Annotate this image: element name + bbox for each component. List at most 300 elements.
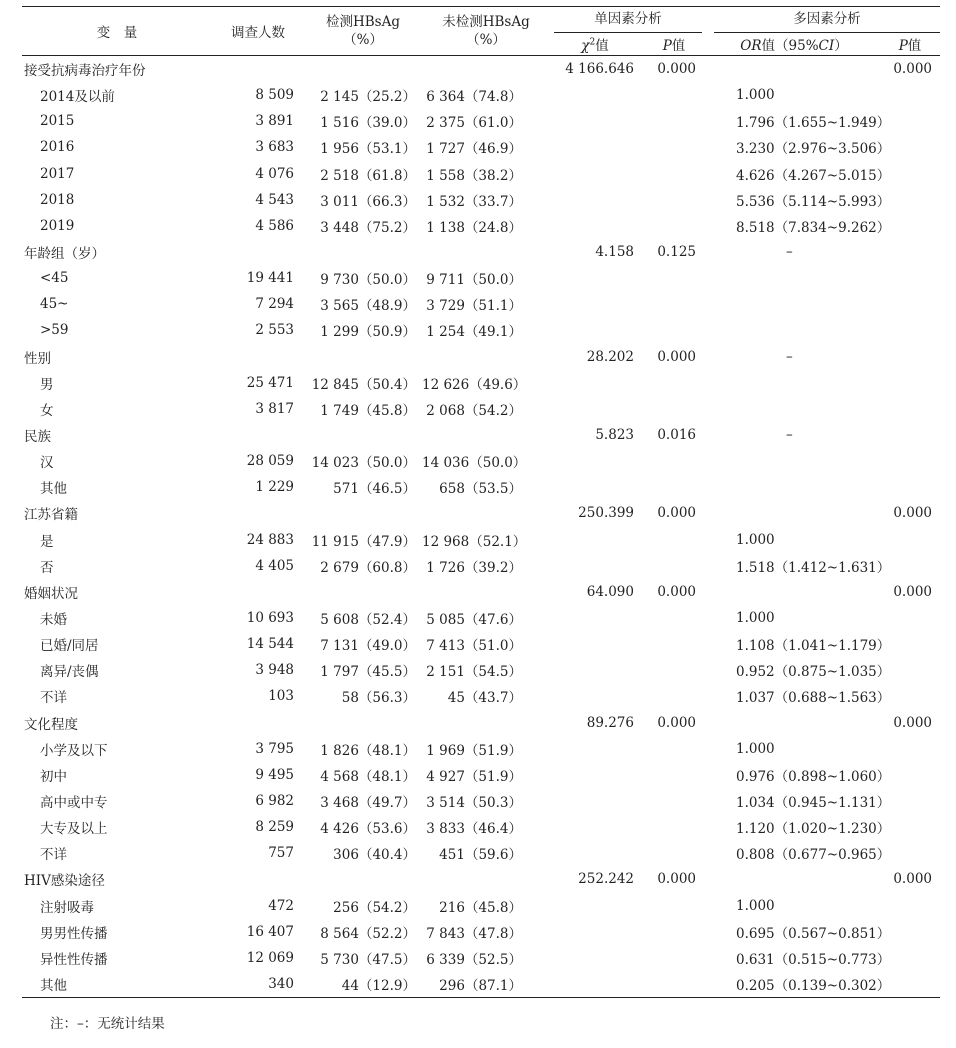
row-label: 2019 bbox=[40, 217, 75, 234]
results-table bbox=[22, 6, 940, 998]
cell-chi-square: 89.276 bbox=[586, 714, 634, 731]
cell-tested bbox=[304, 866, 422, 892]
row-label: 江苏省籍 bbox=[24, 507, 78, 524]
cell-or-ci: 5.536（5.114~5.993） bbox=[736, 193, 891, 210]
cell-not-tested: 3 729（51.1） bbox=[426, 298, 522, 315]
header-tested-line2: （%） bbox=[343, 32, 383, 48]
cell-n-surveyed: 4 586 bbox=[255, 217, 294, 234]
table-row bbox=[22, 448, 940, 474]
table-footnote: 注：–：无统计结果 bbox=[50, 1016, 165, 1032]
cell-tested: 1 956（53.1） bbox=[320, 141, 416, 158]
cell-n-surveyed: 6 982 bbox=[255, 793, 294, 809]
cell-tested: 1 797（45.5） bbox=[320, 664, 416, 681]
header-or-ci bbox=[708, 33, 880, 56]
row-label: 注射吸毒 bbox=[40, 899, 94, 916]
cell-not-tested: 2 068（54.2） bbox=[426, 402, 522, 419]
table-row bbox=[22, 344, 940, 370]
cell-p-multivariate: 0.000 bbox=[893, 505, 932, 522]
cell-not-tested: 451（59.6） bbox=[439, 847, 522, 864]
cell-chi-square bbox=[550, 553, 640, 579]
header-tested bbox=[304, 7, 422, 56]
table-row bbox=[22, 736, 940, 762]
cell-p-univariate bbox=[640, 919, 708, 945]
header-not-tested-line2: （%） bbox=[466, 32, 506, 48]
table-row bbox=[22, 56, 940, 83]
cell-n-surveyed: 757 bbox=[268, 845, 294, 862]
table-row bbox=[22, 239, 940, 265]
cell-tested: 7 131（49.0） bbox=[320, 638, 416, 655]
cell-n-surveyed: 3 683 bbox=[255, 139, 294, 156]
cell-p-multivariate bbox=[880, 736, 940, 762]
chi-symbol: χ bbox=[581, 38, 590, 54]
table-row bbox=[22, 291, 940, 317]
cell-chi-square bbox=[550, 448, 640, 474]
cell-chi-square bbox=[550, 814, 640, 840]
cell-p-univariate: 0.000 bbox=[657, 714, 696, 731]
row-label: 高中或中专 bbox=[40, 795, 108, 811]
row-label: 45~ bbox=[40, 296, 69, 313]
cell-chi-square bbox=[550, 213, 640, 239]
cell-p-multivariate: 0.000 bbox=[893, 61, 932, 78]
cell-not-tested: 3 514（50.3） bbox=[426, 795, 522, 811]
cell-chi-square bbox=[550, 108, 640, 134]
cell-n-surveyed: 103 bbox=[268, 688, 294, 705]
cell-p-univariate bbox=[640, 108, 708, 134]
row-label: 其他 bbox=[40, 481, 67, 498]
cell-tested bbox=[304, 579, 422, 605]
cell-tested: 14 023（50.0） bbox=[311, 455, 416, 472]
cell-chi-square bbox=[550, 919, 640, 945]
cell-n-surveyed: 3 817 bbox=[255, 400, 294, 417]
row-label: 否 bbox=[40, 559, 54, 576]
row-label: 2017 bbox=[40, 165, 75, 182]
cell-p-univariate: 0.000 bbox=[657, 583, 696, 600]
cell-p-univariate bbox=[640, 762, 708, 788]
header-p-multivariate bbox=[880, 33, 940, 56]
cell-p-univariate bbox=[640, 605, 708, 631]
header-variable: 变 量 bbox=[22, 7, 212, 56]
cell-tested: 5 730（47.5） bbox=[320, 951, 416, 968]
cell-or-ci: 3.230（2.976~3.506） bbox=[736, 141, 891, 158]
cell-chi-square: 4.158 bbox=[595, 244, 634, 261]
cell-p-univariate bbox=[640, 631, 708, 657]
cell-n-surveyed: 10 693 bbox=[246, 610, 294, 627]
cell-p-univariate bbox=[640, 291, 708, 317]
cell-tested: 11 915（47.9） bbox=[311, 533, 416, 550]
cell-n-surveyed: 28 059 bbox=[246, 453, 294, 470]
cell-p-univariate bbox=[640, 474, 708, 500]
table-body bbox=[22, 56, 940, 998]
cell-p-multivariate bbox=[880, 474, 940, 500]
cell-not-tested bbox=[422, 500, 550, 526]
cell-not-tested bbox=[422, 344, 550, 370]
cell-not-tested: 2 151（54.5） bbox=[426, 664, 522, 681]
cell-chi-square bbox=[550, 187, 640, 213]
cell-or-ci: – bbox=[786, 348, 793, 365]
cell-tested: 1 826（48.1） bbox=[320, 742, 416, 759]
cell-or-ci: 1.796（1.655~1.949） bbox=[736, 115, 891, 132]
cell-or-ci: – bbox=[786, 244, 793, 261]
cell-tested: 1 516（39.0） bbox=[320, 115, 416, 132]
cell-n-surveyed bbox=[212, 866, 304, 892]
table-row bbox=[22, 683, 940, 709]
header-n-surveyed: 调查人数 bbox=[212, 7, 304, 56]
cell-p-univariate bbox=[640, 945, 708, 971]
cell-p-multivariate bbox=[880, 344, 940, 370]
cell-p-multivariate bbox=[880, 605, 940, 631]
results-table-container bbox=[22, 6, 940, 998]
cell-not-tested: 1 254（49.1） bbox=[426, 324, 522, 341]
row-label: 初中 bbox=[40, 768, 67, 785]
cell-or-ci: 1.000 bbox=[736, 610, 775, 627]
chi-superscript: 2 bbox=[589, 37, 596, 48]
cell-or-ci: 0.976（0.898~1.060） bbox=[736, 768, 891, 785]
row-label: 汉 bbox=[40, 455, 54, 472]
cell-or-ci bbox=[708, 579, 880, 605]
cell-n-surveyed: 7 294 bbox=[255, 296, 294, 313]
table-row bbox=[22, 161, 940, 187]
cell-or-ci: 1.000 bbox=[736, 531, 775, 548]
cell-or-ci bbox=[708, 474, 880, 500]
cell-not-tested bbox=[422, 866, 550, 892]
cell-p-multivariate bbox=[880, 265, 940, 291]
cell-tested bbox=[304, 500, 422, 526]
cell-or-ci bbox=[708, 396, 880, 422]
cell-tested bbox=[304, 344, 422, 370]
cell-n-surveyed bbox=[212, 56, 304, 83]
table-row bbox=[22, 422, 940, 448]
row-label: 性别 bbox=[24, 350, 51, 367]
cell-tested: 9 730（50.0） bbox=[320, 272, 416, 289]
cell-chi-square bbox=[550, 762, 640, 788]
cell-not-tested: 7 413（51.0） bbox=[426, 638, 522, 655]
table-row bbox=[22, 814, 940, 840]
table-row bbox=[22, 893, 940, 919]
cell-or-ci: – bbox=[786, 427, 793, 444]
table-row bbox=[22, 370, 940, 396]
cell-not-tested: 45（43.7） bbox=[447, 690, 522, 707]
cell-not-tested: 296（87.1） bbox=[422, 971, 550, 998]
cell-n-surveyed: 24 883 bbox=[246, 531, 294, 548]
cell-not-tested: 6 364（74.8） bbox=[426, 89, 522, 106]
table-row bbox=[22, 187, 940, 213]
cell-or-ci: 0.952（0.875~1.035） bbox=[736, 664, 891, 681]
cell-not-tested: 6 339（52.5） bbox=[426, 951, 522, 968]
table-row bbox=[22, 396, 940, 422]
cell-not-tested bbox=[422, 579, 550, 605]
cell-n-surveyed bbox=[212, 500, 304, 526]
cell-chi-square: 64.090 bbox=[586, 583, 634, 600]
cell-n-surveyed bbox=[212, 579, 304, 605]
cell-p-multivariate: 0.000 bbox=[893, 583, 932, 600]
cell-or-ci: 0.631（0.515~0.773） bbox=[736, 951, 891, 968]
cell-p-univariate bbox=[640, 134, 708, 160]
cell-tested: 5 608（52.4） bbox=[320, 612, 416, 629]
row-label: <45 bbox=[40, 270, 69, 287]
cell-p-multivariate: 0.000 bbox=[893, 714, 932, 731]
cell-tested bbox=[304, 56, 422, 83]
cell-p-univariate bbox=[640, 657, 708, 683]
cell-p-univariate bbox=[640, 814, 708, 840]
cell-n-surveyed: 3 891 bbox=[255, 113, 294, 130]
cell-p-multivariate bbox=[880, 422, 940, 448]
cell-n-surveyed: 1 229 bbox=[255, 479, 294, 496]
cell-p-univariate: 0.000 bbox=[657, 871, 696, 888]
table-row bbox=[22, 657, 940, 683]
row-label: >59 bbox=[40, 322, 69, 339]
header-multivariate-group bbox=[708, 7, 940, 34]
row-label: 女 bbox=[40, 402, 54, 419]
header-p-univariate bbox=[640, 33, 708, 56]
cell-tested: 2 679（60.8） bbox=[320, 559, 416, 576]
cell-p-multivariate bbox=[880, 527, 940, 553]
cell-not-tested: 1 726（39.2） bbox=[426, 559, 522, 576]
cell-not-tested: 14 036（50.0） bbox=[422, 455, 527, 472]
cell-not-tested bbox=[422, 710, 550, 736]
row-label: 2018 bbox=[40, 191, 75, 208]
cell-tested bbox=[304, 239, 422, 265]
cell-chi-square bbox=[550, 893, 640, 919]
table-row bbox=[22, 788, 940, 814]
cell-p-univariate bbox=[640, 893, 708, 919]
cell-p-univariate bbox=[640, 213, 708, 239]
cell-chi-square bbox=[550, 291, 640, 317]
row-label: 大专及以上 bbox=[40, 821, 108, 838]
cell-p-multivariate bbox=[880, 82, 940, 108]
cell-tested: 3 565（48.9） bbox=[320, 298, 416, 315]
table-row bbox=[22, 527, 940, 553]
cell-chi-square: 4 166.646 bbox=[565, 61, 634, 78]
cell-not-tested: 3 833（46.4） bbox=[426, 821, 522, 838]
cell-tested: 571（46.5） bbox=[333, 481, 416, 498]
cell-or-ci: 1.000 bbox=[736, 87, 775, 104]
cell-not-tested: 7 843（47.8） bbox=[426, 925, 522, 942]
cell-chi-square bbox=[550, 161, 640, 187]
cell-n-surveyed: 25 471 bbox=[246, 374, 294, 391]
cell-chi-square: 28.202 bbox=[586, 348, 634, 365]
cell-or-ci: 1.000 bbox=[736, 740, 775, 757]
cell-n-surveyed: 8 259 bbox=[255, 819, 294, 836]
cell-not-tested: 5 085（47.6） bbox=[426, 612, 522, 629]
cell-not-tested bbox=[422, 422, 550, 448]
cell-chi-square bbox=[550, 317, 640, 343]
cell-or-ci: 1.120（1.020~1.230） bbox=[736, 821, 891, 838]
cell-tested: 2 145（25.2） bbox=[320, 89, 416, 106]
cell-p-univariate: 0.000 bbox=[657, 348, 696, 365]
table-row bbox=[22, 265, 940, 291]
cell-chi-square bbox=[550, 134, 640, 160]
table-row bbox=[22, 553, 940, 579]
row-label: 离异/丧偶 bbox=[40, 664, 99, 681]
cell-p-multivariate bbox=[880, 448, 940, 474]
cell-or-ci bbox=[708, 370, 880, 396]
cell-tested: 3 468（49.7） bbox=[320, 795, 416, 811]
row-label: 2016 bbox=[40, 139, 75, 156]
cell-or-ci bbox=[708, 265, 880, 291]
cell-chi-square bbox=[550, 265, 640, 291]
row-label: 2015 bbox=[40, 113, 75, 130]
cell-p-univariate bbox=[640, 840, 708, 866]
cell-n-surveyed: 9 495 bbox=[255, 766, 294, 783]
table-row bbox=[22, 945, 940, 971]
table-row bbox=[22, 605, 940, 631]
table-row bbox=[22, 579, 940, 605]
row-label: 婚姻状况 bbox=[24, 585, 78, 602]
cell-n-surveyed: 472 bbox=[268, 897, 294, 914]
ci-symbol: CI bbox=[818, 38, 835, 54]
table-row bbox=[22, 762, 940, 788]
cell-not-tested: 9 711（50.0） bbox=[426, 272, 522, 289]
cell-chi-square bbox=[550, 474, 640, 500]
cell-or-ci: 1.037（0.688~1.563） bbox=[736, 690, 891, 707]
cell-chi-square bbox=[550, 971, 640, 998]
row-label: 男男性传播 bbox=[40, 925, 108, 942]
cell-n-surveyed bbox=[212, 422, 304, 448]
table-row bbox=[22, 134, 940, 160]
cell-n-surveyed: 14 544 bbox=[246, 636, 294, 653]
table-row bbox=[22, 866, 940, 892]
cell-p-univariate bbox=[640, 161, 708, 187]
cell-chi-square bbox=[550, 657, 640, 683]
cell-or-ci: 1.034（0.945~1.131） bbox=[736, 795, 891, 811]
cell-tested: 58（56.3） bbox=[341, 690, 416, 707]
row-label: 不详 bbox=[40, 847, 67, 864]
cell-not-tested: 1 558（38.2） bbox=[426, 167, 522, 184]
row-label: 异性性传播 bbox=[40, 951, 108, 968]
or-mid: 值（95% bbox=[761, 38, 819, 54]
header-multivariate: 多因素分析 bbox=[714, 7, 940, 33]
cell-n-surveyed: 4 543 bbox=[255, 191, 294, 208]
table-row bbox=[22, 213, 940, 239]
cell-n-surveyed: 4 405 bbox=[255, 557, 294, 574]
table-row bbox=[22, 631, 940, 657]
cell-p-multivariate bbox=[880, 370, 940, 396]
cell-n-surveyed bbox=[212, 710, 304, 736]
cell-chi-square bbox=[550, 82, 640, 108]
cell-not-tested: 658（53.5） bbox=[439, 481, 522, 498]
cell-or-ci: 0.695（0.567~0.851） bbox=[736, 925, 891, 942]
cell-or-ci: 0.205（0.139~0.302） bbox=[708, 971, 880, 998]
cell-not-tested: 1 727（46.9） bbox=[426, 141, 522, 158]
cell-tested: 1 749（45.8） bbox=[320, 402, 416, 419]
cell-chi-square bbox=[550, 683, 640, 709]
cell-or-ci bbox=[708, 448, 880, 474]
table-row bbox=[22, 108, 940, 134]
cell-tested: 306（40.4） bbox=[333, 847, 416, 864]
cell-or-ci bbox=[708, 866, 880, 892]
cell-p-univariate bbox=[640, 788, 708, 814]
table-header bbox=[22, 7, 940, 56]
cell-or-ci: 4.626（4.267~5.015） bbox=[736, 167, 891, 184]
cell-chi-square: 252.242 bbox=[578, 871, 634, 888]
cell-chi-square bbox=[550, 945, 640, 971]
header-tested-line1: 检测HBsAg bbox=[325, 14, 400, 30]
cell-p-univariate bbox=[640, 187, 708, 213]
header-univariate-group bbox=[550, 7, 708, 34]
cell-p-multivariate bbox=[880, 893, 940, 919]
cell-p-multivariate bbox=[880, 239, 940, 265]
header-not-tested bbox=[422, 7, 550, 56]
row-label: 接受抗病毒治疗年份 bbox=[24, 63, 146, 80]
table-row bbox=[22, 710, 940, 736]
cell-not-tested: 4 927（51.9） bbox=[426, 768, 522, 785]
cell-p-univariate bbox=[640, 265, 708, 291]
cell-p-univariate bbox=[640, 317, 708, 343]
row-label: 是 bbox=[40, 533, 54, 550]
cell-tested bbox=[304, 710, 422, 736]
or-symbol: OR bbox=[740, 38, 762, 54]
row-label: 文化程度 bbox=[24, 716, 78, 733]
p2-suffix: 值 bbox=[907, 38, 922, 54]
table-row bbox=[22, 919, 940, 945]
cell-chi-square: 250.399 bbox=[578, 505, 634, 522]
table-row bbox=[22, 317, 940, 343]
cell-p-multivariate: 0.000 bbox=[893, 871, 932, 888]
cell-p-univariate: 0.000 bbox=[657, 505, 696, 522]
cell-not-tested: 1 969（51.9） bbox=[426, 742, 522, 759]
cell-tested: 3 011（66.3） bbox=[320, 193, 416, 210]
cell-not-tested: 216（45.8） bbox=[439, 899, 522, 916]
header-not-tested-line1: 未检测HBsAg bbox=[442, 14, 530, 30]
cell-tested bbox=[304, 422, 422, 448]
p-suffix: 值 bbox=[671, 38, 686, 54]
cell-not-tested: 12 968（52.1） bbox=[422, 533, 527, 550]
cell-tested: 256（54.2） bbox=[333, 899, 416, 916]
cell-chi-square bbox=[550, 788, 640, 814]
cell-p-univariate bbox=[640, 370, 708, 396]
cell-n-surveyed: 16 407 bbox=[246, 923, 294, 940]
cell-p-multivariate bbox=[880, 396, 940, 422]
cell-p-univariate bbox=[640, 527, 708, 553]
cell-n-surveyed: 3 948 bbox=[255, 662, 294, 679]
cell-chi-square bbox=[550, 370, 640, 396]
cell-chi-square bbox=[550, 605, 640, 631]
cell-not-tested bbox=[422, 239, 550, 265]
cell-chi-square bbox=[550, 840, 640, 866]
cell-chi-square: 5.823 bbox=[595, 427, 634, 444]
cell-p-univariate bbox=[640, 553, 708, 579]
p2-symbol: P bbox=[898, 38, 908, 54]
cell-p-multivariate bbox=[880, 291, 940, 317]
cell-not-tested bbox=[422, 56, 550, 83]
row-label: 已婚/同居 bbox=[40, 638, 99, 655]
cell-chi-square bbox=[550, 631, 640, 657]
cell-p-univariate bbox=[640, 396, 708, 422]
table-row bbox=[22, 971, 940, 998]
cell-tested: 8 564（52.2） bbox=[320, 925, 416, 942]
cell-p-univariate: 0.000 bbox=[657, 61, 696, 78]
cell-n-surveyed: 340 bbox=[212, 971, 304, 998]
table-row bbox=[22, 840, 940, 866]
cell-p-univariate bbox=[640, 971, 708, 998]
cell-n-surveyed: 4 076 bbox=[255, 165, 294, 182]
cell-p-univariate bbox=[640, 82, 708, 108]
row-label: HIV感染途径 bbox=[24, 873, 105, 890]
cell-not-tested: 1 138（24.8） bbox=[426, 219, 522, 236]
cell-tested: 44（12.9） bbox=[304, 971, 422, 998]
row-label: 不详 bbox=[40, 690, 67, 707]
cell-p-univariate bbox=[640, 683, 708, 709]
cell-or-ci bbox=[708, 317, 880, 343]
cell-not-tested: 2 375（61.0） bbox=[426, 115, 522, 132]
cell-or-ci bbox=[708, 56, 880, 83]
cell-or-ci: 8.518（7.834~9.262） bbox=[736, 219, 891, 236]
cell-n-surveyed: 2 553 bbox=[255, 322, 294, 339]
cell-or-ci bbox=[708, 710, 880, 736]
cell-tested: 1 299（50.9） bbox=[320, 324, 416, 341]
cell-p-univariate bbox=[640, 736, 708, 762]
cell-or-ci bbox=[708, 500, 880, 526]
